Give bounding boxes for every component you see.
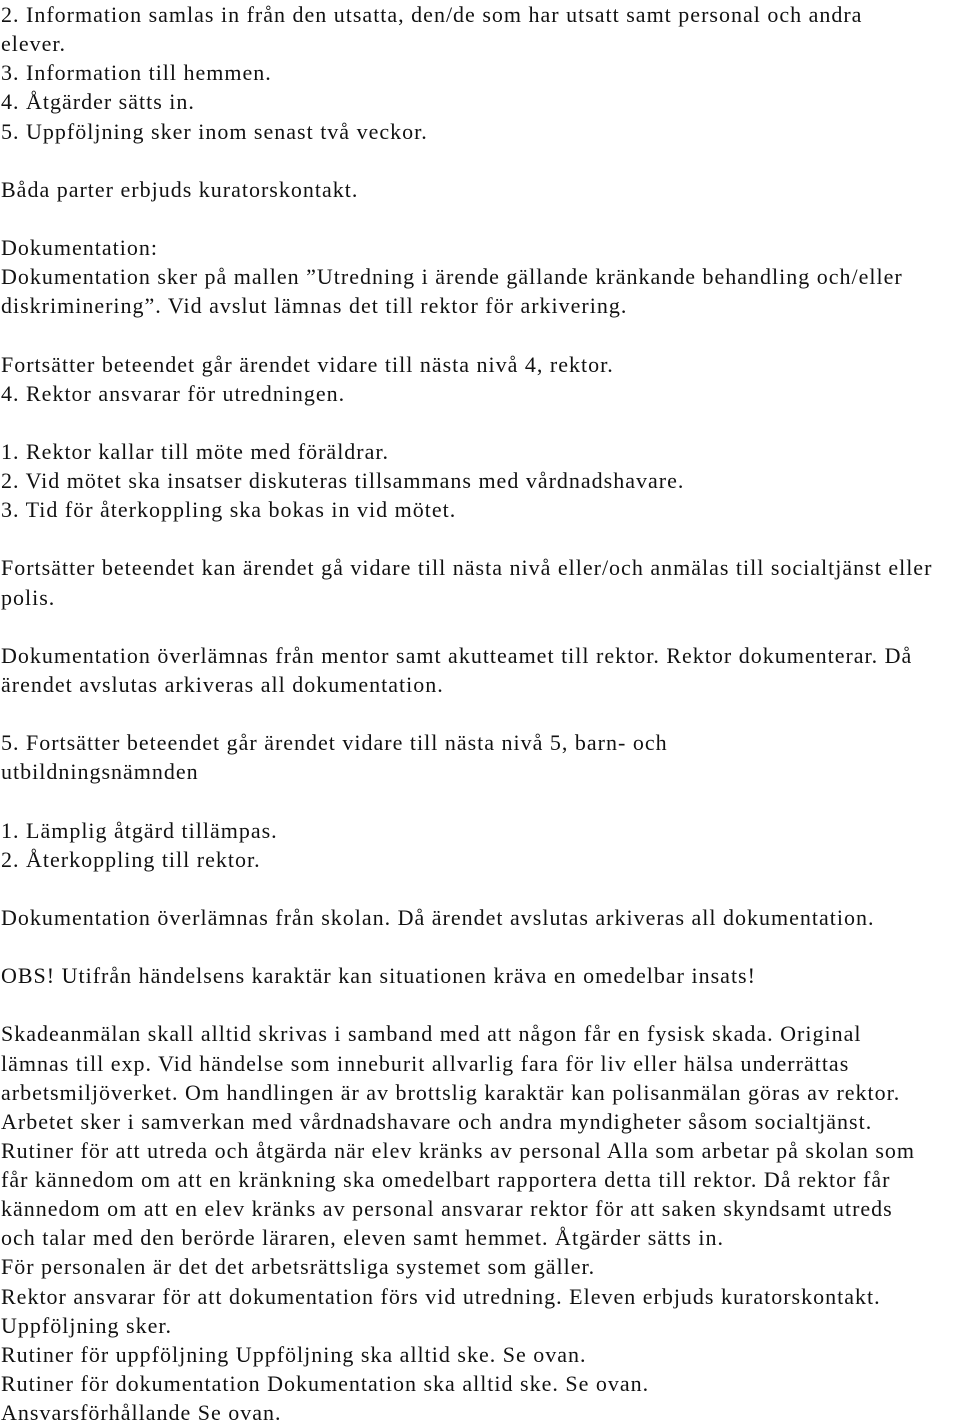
paragraph-level-5-steps xyxy=(1,816,960,874)
text-line: Fortsätter beteendet kan ärendet gå vidare till nästa nivå eller/och anmälas till socialtjänst eller xyxy=(1,555,933,581)
text-line: Båda parter erbjuds kuratorskontakt. xyxy=(1,176,359,202)
text-line: Rektor ansvarar för att dokumentation förs vid utredning. Eleven erbjuds kuratorskontakt. xyxy=(1,1283,881,1309)
text-line: Dokumentation sker på mallen ”Utredning i ärende gällande kränkande behandling och/eller xyxy=(1,264,903,290)
paragraph-school-handover xyxy=(1,903,960,932)
paragraph-obs xyxy=(1,961,960,990)
text-line: arbetsmiljöverket. Om handlingen är av brottslig karaktär kan polisanmälan göras av rektor. xyxy=(1,1079,901,1105)
text-line: 3. Tid för återkoppling ska bokas in vid mötet. xyxy=(1,497,457,523)
text-line: 2. Återkoppling till rektor. xyxy=(1,846,261,872)
text-line: 5. Fortsätter beteendet går ärendet vidare till nästa nivå 5, barn- och xyxy=(1,730,668,756)
text-line: diskriminering”. Vid avslut lämnas det till rektor för arkivering. xyxy=(1,293,628,319)
text-line: 3. Information till hemmen. xyxy=(1,60,272,86)
text-line: Fortsätter beteendet går ärendet vidare till nästa nivå 4, rektor. xyxy=(1,351,614,377)
text-line: Skadeanmälan skall alltid skrivas i samband med att någon får en fysisk skada. Original xyxy=(1,1021,862,1047)
text-line: lämnas till exp. Vid händelse som inneburit allvarlig fara för liv eller hälsa underrättas xyxy=(1,1050,850,1076)
paragraph-escalation xyxy=(1,553,960,611)
text-line: 4. Åtgärder sätts in. xyxy=(1,89,195,115)
paragraph-level-4 xyxy=(1,350,960,408)
paragraph-level-4-steps xyxy=(1,437,960,524)
text-line: Uppföljning sker. xyxy=(1,1312,172,1338)
text-line: Rutiner för uppföljning Uppföljning ska alltid ske. Se ovan. xyxy=(1,1341,587,1367)
text-line: 4. Rektor ansvarar för utredningen. xyxy=(1,380,346,406)
text-line: elever. xyxy=(1,31,67,57)
paragraph-steps xyxy=(1,0,960,146)
paragraph-level-5 xyxy=(1,728,960,786)
text-line: 1. Rektor kallar till möte med föräldrar. xyxy=(1,438,390,464)
text-line: Ansvarsförhållande Se ovan. xyxy=(1,1400,282,1425)
text-line: Dokumentation överlämnas från mentor samt akutteamet till rektor. Rektor dokumenterar. Då xyxy=(1,642,913,668)
paragraph-counseling xyxy=(1,175,960,204)
text-line: 2. Vid mötet ska insatser diskuteras tillsammans med vårdnadshavare. xyxy=(1,468,685,493)
paragraph-documentation xyxy=(1,233,960,320)
paragraph-routines xyxy=(1,1019,960,1427)
text-line: utbildningsnämnden xyxy=(1,759,199,785)
text-line: och talar med den berörde läraren, eleven samt hemmet. Åtgärder sätts in. xyxy=(1,1225,724,1251)
section-heading: Dokumentation: xyxy=(1,235,158,260)
text-line: OBS! Utifrån händelsens karaktär kan situationen kräva en omedelbar insats! xyxy=(1,963,756,989)
text-line: Dokumentation överlämnas från skolan. Då ärendet avslutas arkiveras all dokumentation. xyxy=(1,904,875,930)
text-line: 2. Information samlas in från den utsatta, den/de som har utsatt samt personal och andra xyxy=(1,2,863,27)
text-line: För personalen är det det arbetsrättsliga systemet som gäller. xyxy=(1,1254,596,1280)
text-line: kännedom om att en elev kränks av personal ansvarar rektor för att saken skyndsamt utreds xyxy=(1,1196,893,1222)
paragraph-handover xyxy=(1,641,960,699)
text-line: 1. Lämplig åtgärd tillämpas. xyxy=(1,817,278,843)
text-line: får kännedom om att en kränkning ska omedelbart rapportera detta till rektor. Då rektor får xyxy=(1,1167,891,1192)
text-line: 5. Uppföljning sker inom senast två veckor. xyxy=(1,118,428,144)
text-line: Rutiner för att utreda och åtgärda när elev kränks av personal Alla som arbetar på skolan som xyxy=(1,1137,916,1163)
text-line: Rutiner för dokumentation Dokumentation ska alltid ske. Se ovan. xyxy=(1,1370,650,1396)
text-line: Arbetet sker i samverkan med vårdnadshavare och andra myndigheter såsom socialtjänst. xyxy=(1,1108,873,1134)
text-line: polis. xyxy=(1,584,56,610)
text-line: ärendet avslutas arkiveras all dokumentation. xyxy=(1,671,444,697)
